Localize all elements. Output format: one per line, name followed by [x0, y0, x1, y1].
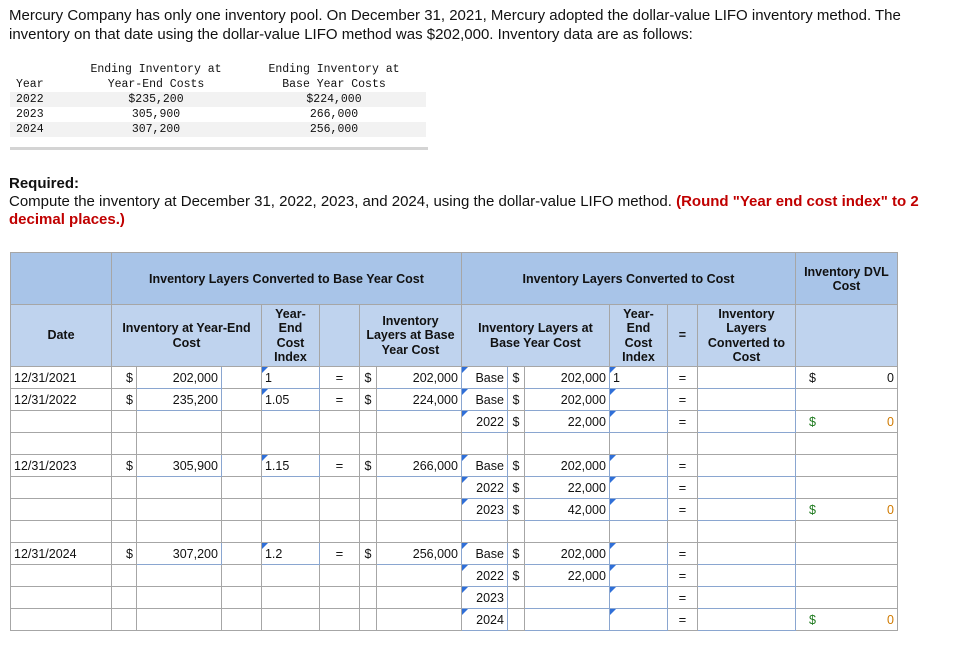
table-row: 12/31/2023 $ 305,900 1.15 = $ 266,000 Base $ 202,000 =: [11, 455, 898, 477]
layer-year-input[interactable]: Base: [461, 543, 507, 565]
layer-cost-input[interactable]: [697, 367, 795, 389]
date-cell: 12/31/2022: [11, 389, 112, 411]
table-row: 2023 $ 42,000 = $ 0: [11, 499, 898, 521]
col-header-inv-year-end: Inventory at Year-End Cost: [112, 305, 262, 367]
dvl-total: $ 0: [795, 367, 897, 389]
layer-year-input[interactable]: 2023: [461, 587, 507, 609]
col-header-ye-index: Year-End Cost Index: [261, 305, 319, 367]
inv-year-end-input[interactable]: 202,000: [136, 367, 221, 389]
inv-year-end-input[interactable]: 305,900: [136, 455, 221, 477]
layer-index-input[interactable]: [609, 411, 667, 433]
table-row: 12/31/2022 $ 235,200 1.05 = $ 224,000 Base $ 202,000 =: [11, 389, 898, 411]
layer-amount-input[interactable]: [524, 587, 609, 609]
layer-year-input[interactable]: 2022: [461, 411, 507, 433]
table-row: 2022 $ 22,000 = $ 0: [11, 411, 898, 433]
table-row: 2022 $ 22,000 =: [11, 565, 898, 587]
header-base-2: Base Year Costs: [282, 78, 386, 91]
required-heading: Required:: [9, 175, 80, 192]
table-row: 2022 $ 22,000 =: [11, 477, 898, 499]
col-header-layers-cost: Inventory Layers Converted to Cost: [697, 305, 795, 367]
layer-amount-input[interactable]: 22,000: [524, 411, 609, 433]
data-row: 2023 305,900 266,000: [10, 107, 426, 122]
layer-index-input[interactable]: [609, 543, 667, 565]
layer-year-input[interactable]: Base: [461, 389, 507, 411]
layer-year-input[interactable]: 2023: [461, 499, 507, 521]
layer-cost-input[interactable]: [697, 565, 795, 587]
layer-amount-input[interactable]: 202,000: [524, 389, 609, 411]
col-header-eq: =: [667, 305, 697, 367]
data-row: 2024 307,200 256,000: [10, 122, 426, 137]
layer-amount-input[interactable]: 22,000: [524, 477, 609, 499]
header-base-1: Ending Inventory at: [268, 63, 400, 76]
layer-amount-input[interactable]: [524, 609, 609, 631]
layer-amount-input[interactable]: 202,000: [524, 455, 609, 477]
layer-cost-input[interactable]: [697, 543, 795, 565]
dvl-worksheet: [10, 252, 898, 631]
inv-year-end-input[interactable]: 307,200: [136, 543, 221, 565]
rounding-note: (Round "Year end cost index" to 2 decimal places.): [9, 193, 919, 228]
date-cell: 12/31/2021: [11, 367, 112, 389]
layer-amount-input[interactable]: 202,000: [524, 543, 609, 565]
dvl-total: $ 0: [795, 609, 897, 631]
layer-year-input[interactable]: 2022: [461, 477, 507, 499]
layer-index-input[interactable]: [609, 587, 667, 609]
layer-year-input[interactable]: Base: [461, 367, 507, 389]
inv-year-end-input[interactable]: 235,200: [136, 389, 221, 411]
layer-index-input[interactable]: [609, 455, 667, 477]
layer-cost-input[interactable]: [697, 389, 795, 411]
layer-index-input[interactable]: [609, 499, 667, 521]
data-row: 2022 $235,200 $224,000: [10, 92, 426, 107]
layer-index-input[interactable]: 1: [609, 367, 667, 389]
layer-amount-input[interactable]: 202,000: [524, 367, 609, 389]
table-row: 2024 = $ 0: [11, 609, 898, 631]
index-input[interactable]: 1.2: [261, 543, 319, 565]
header-year: Year: [16, 78, 44, 91]
inventory-data-table: [10, 62, 426, 137]
layer-cost-input[interactable]: [697, 499, 795, 521]
inv-base-input[interactable]: 224,000: [376, 389, 461, 411]
layer-amount-input[interactable]: 22,000: [524, 565, 609, 587]
table-row: 2023 =: [11, 587, 898, 609]
header-year-end-2: Year-End Costs: [107, 78, 205, 91]
layer-year-input[interactable]: 2022: [461, 565, 507, 587]
date-cell: 12/31/2023: [11, 455, 112, 477]
required-text: Compute the inventory at December 31, 2022, 2023, and 2024, using the dollar-value LIFO method.: [9, 193, 672, 210]
layer-amount-input[interactable]: 42,000: [524, 499, 609, 521]
layer-index-input[interactable]: [609, 609, 667, 631]
dvl-total: $ 0: [795, 499, 897, 521]
problem-intro: Mercury Company has only one inventory pool. On December 31, 2021, Mercury adopted the dollar-value LIFO inventory method. The inventory on that date using the dollar-value LIFO method was $202,000. Inventory data are as follows:: [9, 7, 901, 43]
group-header-dvl: Inventory DVL Cost: [795, 253, 897, 305]
required-section: [9, 175, 954, 229]
index-input[interactable]: 1.05: [261, 389, 319, 411]
table-divider: [10, 147, 428, 150]
col-header-inv-base: Inventory Layers at Base Year Cost: [359, 305, 461, 367]
table-row: 12/31/2021 $ 202,000 1 = $ 202,000 Base $ 202,000 1 = $ 0: [11, 367, 898, 389]
inv-base-input[interactable]: 202,000: [376, 367, 461, 389]
layer-year-input[interactable]: 2024: [461, 609, 507, 631]
date-cell: 12/31/2024: [11, 543, 112, 565]
layer-index-input[interactable]: [609, 565, 667, 587]
index-input[interactable]: 1: [261, 367, 319, 389]
col-header-ye-index-2: Year-End Cost Index: [609, 305, 667, 367]
header-year-end-1: Ending Inventory at: [90, 63, 222, 76]
layer-index-input[interactable]: [609, 389, 667, 411]
col-header-layers-base: Inventory Layers at Base Year Cost: [461, 305, 609, 367]
layer-cost-input[interactable]: [697, 609, 795, 631]
layer-cost-input[interactable]: [697, 411, 795, 433]
group-header-cost: Inventory Layers Converted to Cost: [461, 253, 795, 305]
inv-base-input[interactable]: 256,000: [376, 543, 461, 565]
layer-cost-input[interactable]: [697, 587, 795, 609]
layer-year-input[interactable]: Base: [461, 455, 507, 477]
inv-base-input[interactable]: 266,000: [376, 455, 461, 477]
layer-cost-input[interactable]: [697, 477, 795, 499]
layer-index-input[interactable]: [609, 477, 667, 499]
dvl-total: $ 0: [795, 411, 897, 433]
index-input[interactable]: 1.15: [261, 455, 319, 477]
col-header-date: Date: [11, 305, 112, 367]
layer-cost-input[interactable]: [697, 455, 795, 477]
group-header-base-year: Inventory Layers Converted to Base Year Cost: [112, 253, 462, 305]
table-row: 12/31/2024 $ 307,200 1.2 = $ 256,000 Base $ 202,000 =: [11, 543, 898, 565]
